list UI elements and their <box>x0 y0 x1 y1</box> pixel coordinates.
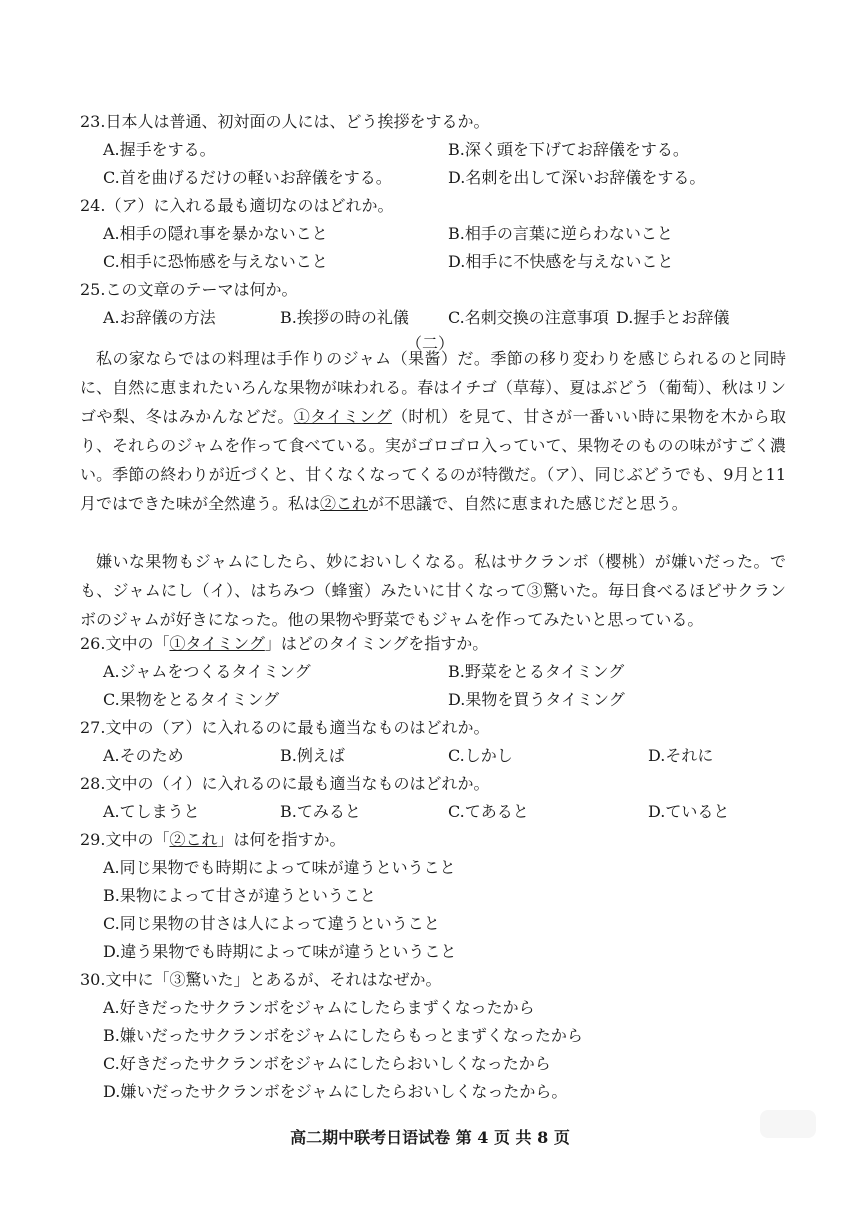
passage-p1-text-b: （时机）を見て、甘さが一番いい時に果物を木から取り、それらのジャムを作って食べている。実がゴロゴロ入っていて、果物そのものの味がすごく濃い。季節の終わりが近づくと、甘くなくなってくるのが特徴だ。（ア）、同じぶどうでも、9月と11月ではできた味が全然違う。私は <box>80 407 786 513</box>
question-25-option-a: A.お辞儀の方法 <box>103 308 216 327</box>
question-30-option-a: A.好きだったサクランボをジャムにしたらまずくなったから <box>103 998 535 1017</box>
question-23 <box>0 108 860 136</box>
question-26-option-d: D.果物を買うタイミング <box>448 690 625 709</box>
question-28 <box>0 770 860 798</box>
section-title: （二） <box>405 334 454 353</box>
question-29 <box>0 826 860 854</box>
passage-p1-text-c: が不思議で、自然に恵まれた感じだと思う。 <box>368 494 688 513</box>
question-29-stem-post: 」は何を指すか。 <box>217 830 346 849</box>
question-29-stem-pre: 29.文中の「 <box>80 830 170 849</box>
question-29-option-d-row <box>0 938 860 966</box>
question-28-option-a: A.てしまうと <box>103 802 200 821</box>
question-24-stem: 24.（ア）に入れる最も適切なのはどれか。 <box>80 196 394 215</box>
question-29-stem <box>80 826 345 854</box>
question-24-option-a: A.相手の隠れ事を暴かないこと <box>103 224 328 243</box>
question-23-option-a: A.握手をする。 <box>103 140 216 159</box>
question-29-option-b-row <box>0 882 860 910</box>
question-27-option-c: C.しかし <box>448 746 513 765</box>
question-25-option-c: C.名刺交換の注意事項 <box>448 308 609 327</box>
question-24-options-row1 <box>0 220 860 248</box>
question-23-options-row1 <box>0 136 860 164</box>
question-29-option-d: D.違う果物でも時期によって味が違うということ <box>103 942 457 961</box>
question-25-stem: 25.この文章のテーマは何か。 <box>80 280 298 299</box>
question-26-options-row2 <box>0 686 860 714</box>
question-27-option-d: D.それに <box>648 746 714 765</box>
question-24-options-row2 <box>0 248 860 276</box>
question-23-stem: 23.日本人は普通、初対面の人には、どう挨拶をするか。 <box>80 112 490 131</box>
question-28-stem: 28.文中の（イ）に入れるのに最も適当なものはどれか。 <box>80 774 490 793</box>
question-26-stem-post: 」はどのタイミングを指すか。 <box>264 634 489 653</box>
question-23-options-row2 <box>0 164 860 192</box>
passage-underline-timing: ①タイミング <box>293 407 392 426</box>
passage-p1-text-a: 私の家ならではの料理は手作りのジャム（果酱）だ。季節の移り変わりを感じられるのと同時に、自然に恵まれたいろんな果物が味われる。春はイチゴ（草莓）、夏はぶどう（葡萄）、秋はリンゴや梨、冬はみかんなどだ。 <box>80 349 786 426</box>
question-30-option-b-row <box>0 1022 860 1050</box>
question-28-option-c: C.てあると <box>448 802 529 821</box>
question-25-option-d: D.握手とお辞儀 <box>616 308 730 327</box>
passage-underline-kore: ②これ <box>320 494 369 513</box>
question-26-stem-underline: ①タイミング <box>169 634 265 653</box>
question-25-option-b: B.挨拶の時の礼儀 <box>280 308 409 327</box>
question-30-option-b: B.嫌いだったサクランボをジャムにしたらもっとまずくなったから <box>103 1026 583 1045</box>
question-24 <box>0 192 860 220</box>
question-26-options-row1 <box>0 658 860 686</box>
passage-paragraph-1 <box>80 344 786 518</box>
question-29-stem-underline: ②これ <box>169 830 218 849</box>
question-29-option-b: B.果物によって甘さが違うということ <box>103 886 376 905</box>
question-30-option-d: D.嫌いだったサクランボをジャムにしたらおいしくなったから。 <box>103 1082 568 1101</box>
question-29-option-c-row <box>0 910 860 938</box>
question-26-stem <box>80 630 488 658</box>
question-23-option-d: D.名刺を出して深いお辞儀をする。 <box>448 168 706 187</box>
question-29-option-c: C.同じ果物の甘さは人によって違うということ <box>103 914 440 933</box>
question-26-option-b: B.野菜をとるタイミング <box>448 662 625 681</box>
question-30-option-d-row <box>0 1078 860 1106</box>
question-26-option-a: A.ジャムをつくるタイミング <box>103 662 311 681</box>
passage-paragraph-2: 嫌いな果物もジャムにしたら、妙においしくなる。私はサクランボ（樱桃）が嫌いだった。でも、ジャムにし（イ）、はちみつ（蜂蜜）みたいに甘くなって③驚いた。毎日食べるほどサクランボのジャムが好きになった。他の果物や野菜でもジャムを作ってみたいと思っている。 <box>80 552 786 629</box>
watermark-mark <box>760 1110 816 1138</box>
question-25 <box>0 276 860 304</box>
page-footer: 高二期中联考日语试卷 第 4 页 共 8 页 <box>290 1128 570 1147</box>
question-30 <box>0 966 860 994</box>
question-26 <box>0 630 860 658</box>
question-27 <box>0 714 860 742</box>
question-23-option-c: C.首を曲げるだけの軽いお辞儀をする。 <box>103 168 392 187</box>
question-25-options <box>0 304 860 332</box>
question-28-option-b: B.てみると <box>280 802 361 821</box>
question-28-option-d: D.ていると <box>648 802 730 821</box>
question-29-option-a: A.同じ果物でも時期によって味が違うということ <box>103 858 456 877</box>
question-27-stem: 27.文中の（ア）に入れるのに最も適当なものはどれか。 <box>80 718 490 737</box>
question-28-options <box>0 798 860 826</box>
question-26-option-c: C.果物をとるタイミング <box>103 690 280 709</box>
question-30-option-c-row <box>0 1050 860 1078</box>
question-27-option-a: A.そのため <box>103 746 184 765</box>
question-29-option-a-row <box>0 854 860 882</box>
question-24-option-d: D.相手に不快感を与えないこと <box>448 252 674 271</box>
question-27-option-b: B.例えば <box>280 746 345 765</box>
question-30-option-a-row <box>0 994 860 1022</box>
question-24-option-b: B.相手の言葉に逆らわないこと <box>448 224 673 243</box>
question-27-options <box>0 742 860 770</box>
question-30-option-c: C.好きだったサクランボをジャムにしたらおいしくなったから <box>103 1054 551 1073</box>
question-24-option-c: C.相手に恐怖感を与えないこと <box>103 252 328 271</box>
question-23-option-b: B.深く頭を下げてお辞儀をする。 <box>448 140 689 159</box>
question-26-stem-pre: 26.文中の「 <box>80 634 170 653</box>
question-30-stem: 30.文中に「③驚いた」とあるが、それはなぜか。 <box>80 970 442 989</box>
